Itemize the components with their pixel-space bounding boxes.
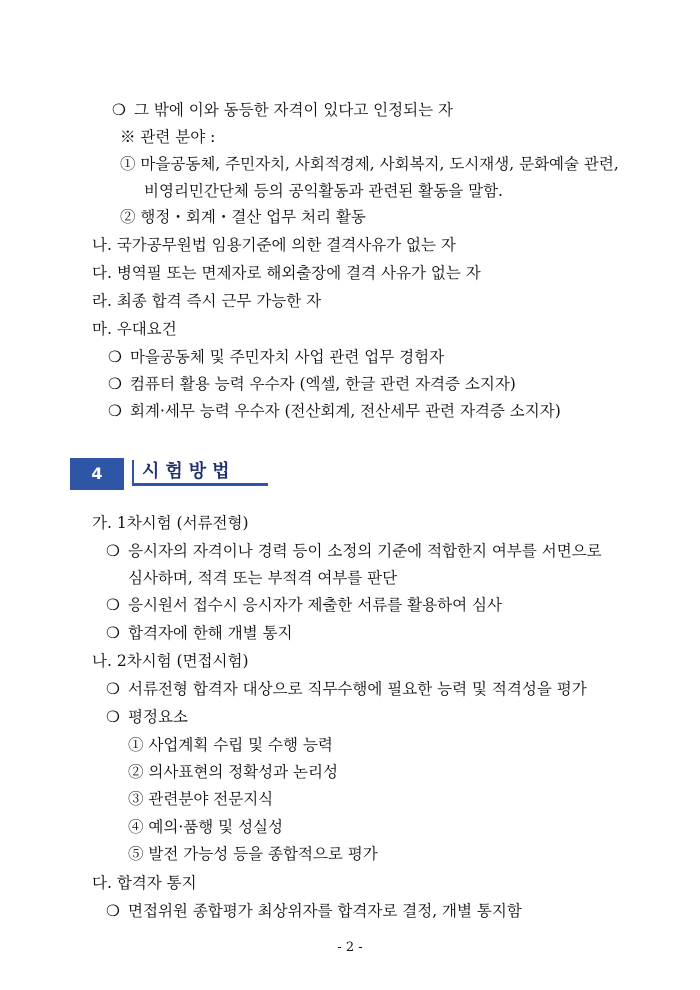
list-item: 다. 병역필 또는 면제자로 해외출장에 결격 사유가 없는 자 (92, 264, 481, 282)
bullet-icon: ❍ (106, 902, 120, 920)
list-item: ❍ 컴퓨터 활용 능력 우수자 (엑셀, 한글 관련 자격증 소지자) (108, 375, 516, 393)
list-item: ② 의사표현의 정확성과 논리성 (128, 763, 338, 781)
bullet-icon: ❍ (108, 402, 122, 420)
bullet-icon: ❍ (106, 596, 120, 614)
list-item: ❍ 서류전형 합격자 대상으로 직무수행에 필요한 능력 및 적격성을 평가 (106, 680, 587, 698)
list-item: 가. 1차시험 (서류전형) (92, 514, 249, 532)
bullet-icon: ❍ (106, 542, 120, 560)
list-item: ❍ 마을공동체 및 주민자치 사업 관련 업무 경험자 (108, 348, 445, 366)
list-item: 나. 2차시험 (면접시험) (92, 652, 249, 670)
note-label: ※ 관련 분야 : (120, 128, 216, 146)
page-number: - 2 - (337, 940, 363, 955)
list-item: 다. 합격자 통지 (92, 874, 197, 892)
list-item: 비영리민간단체 등의 공익활동과 관련된 활동을 말함. (144, 182, 503, 200)
list-item: ❍ 응시원서 접수시 응시자가 제출한 서류를 활용하여 심사 (106, 596, 502, 614)
section-number: 4 (70, 458, 124, 490)
list-item: ❍ 회계·세무 능력 우수자 (전산회계, 전산세무 관련 자격증 소지자) (108, 402, 561, 420)
list-item: 라. 최종 합격 즉시 근무 가능한 자 (92, 292, 322, 310)
list-item: 마. 우대요건 (92, 320, 177, 338)
list-item: ① 사업계획 수립 및 수행 능력 (128, 736, 333, 754)
list-item: ③ 관련분야 전문지식 (128, 790, 274, 808)
section-heading (70, 458, 270, 490)
bullet-icon: ❍ (108, 375, 122, 393)
list-item: ② 행정・회계・결산 업무 처리 활동 (120, 208, 366, 226)
list-item: ❍ 그 밖에 이와 동등한 자격이 있다고 인정되는 자 (112, 101, 453, 119)
list-item: ❍ 응시자의 자격이나 경력 등이 소정의 기준에 적합한지 여부를 서면으로 (106, 542, 602, 560)
list-item: ⑤ 발전 가능성 등을 종합적으로 평가 (128, 845, 378, 863)
list-item: 나. 국가공무원법 임용기준에 의한 결격사유가 없는 자 (92, 236, 456, 254)
list-item: ❍ 평정요소 (106, 708, 188, 726)
bullet-icon: ❍ (112, 101, 126, 119)
list-item: 심사하며, 적격 또는 부적격 여부를 판단 (128, 569, 398, 587)
list-item: ❍ 면접위원 종합평가 최상위자를 합격자로 결정, 개별 통지함 (106, 902, 522, 920)
bullet-icon: ❍ (106, 624, 120, 642)
bullet-icon: ❍ (106, 708, 120, 726)
bullet-icon: ❍ (106, 680, 120, 698)
bullet-icon: ❍ (108, 348, 122, 366)
list-item: ① 마을공동체, 주민자치, 사회적경제, 사회복지, 도시재생, 문화예술 관련, (120, 155, 619, 173)
section-title: 시험방법 (132, 458, 268, 486)
list-item: ❍ 합격자에 한해 개별 통지 (106, 624, 293, 642)
list-item: ④ 예의·품행 및 성실성 (128, 818, 283, 836)
